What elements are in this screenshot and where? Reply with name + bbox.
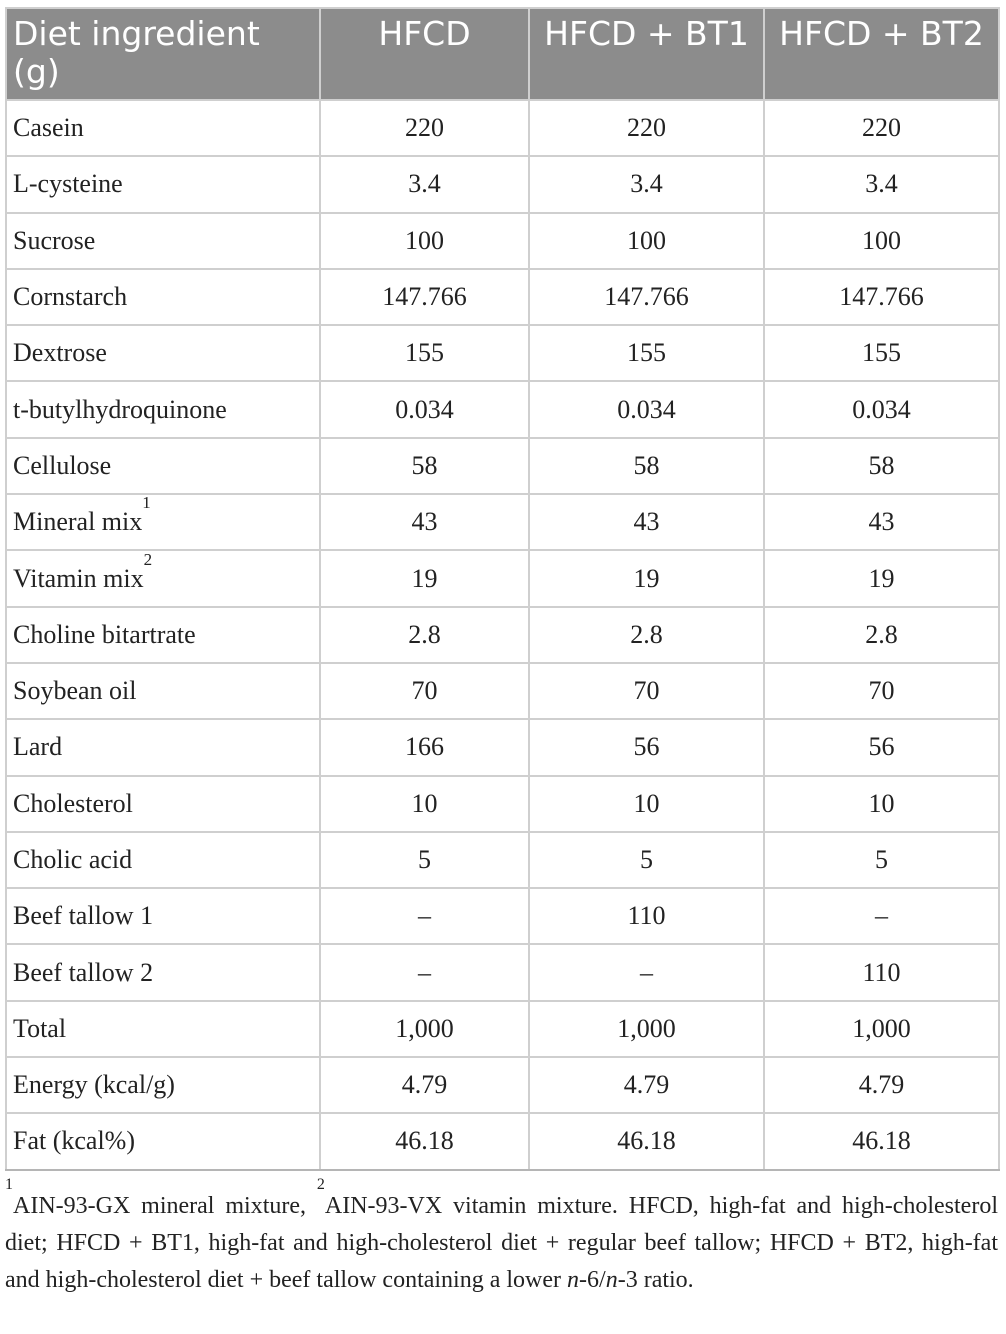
value-cell: 110 [764,944,999,1000]
ingredient-name: Casein [13,113,84,143]
ingredient-name: Lard [13,732,63,762]
value-cell: 46.18 [320,1113,529,1169]
value-cell: – [529,944,764,1000]
value-cell: 70 [529,663,764,719]
value-cell: 70 [320,663,529,719]
row-label-cell [6,381,320,437]
table-row [6,607,999,663]
footnote-text-3: -6/ [579,1267,606,1293]
value-cell: 220 [764,100,999,156]
header-hfcd: HFCD [320,8,529,100]
value-cell: 56 [529,719,764,775]
ingredient-name: Beef tallow 1 [13,901,154,931]
value-cell: 147.766 [764,269,999,325]
row-label-cell [6,269,320,325]
value-cell: 10 [764,776,999,832]
table-row [6,550,999,606]
ingredient-name: Vitamin mix [13,563,144,593]
value-cell: 43 [320,494,529,550]
row-label-cell [6,1057,320,1113]
table-row [6,888,999,944]
row-label-cell [6,888,320,944]
footnote-ref-1: 1 [5,1176,13,1193]
table-row [6,269,999,325]
footnote-marker: 2 [143,549,153,569]
table-row [6,1057,999,1113]
value-cell: 147.766 [320,269,529,325]
footnote-italic-n-1: n [567,1267,580,1293]
ingredient-name: Cornstarch [13,282,128,312]
ingredient-name: t-butylhydroquinone [13,394,227,424]
table-row [6,494,999,550]
value-cell: 100 [764,213,999,269]
ingredient-name: Mineral mix [13,507,143,537]
value-cell: 10 [529,776,764,832]
footnote-ref-2: 2 [316,1176,325,1193]
row-label-cell [6,550,320,606]
value-cell: 5 [320,832,529,888]
value-cell: 1,000 [529,1001,764,1057]
ingredient-name: Energy (kcal/g) [13,1070,175,1100]
value-cell: – [764,888,999,944]
value-cell: 19 [320,550,529,606]
value-cell: 70 [764,663,999,719]
value-cell: 4.79 [764,1057,999,1113]
row-label-cell [6,156,320,212]
value-cell: 58 [320,438,529,494]
value-cell: 166 [320,719,529,775]
value-cell: 3.4 [529,156,764,212]
value-cell: 0.034 [764,381,999,437]
table-row [6,325,999,381]
ingredient-name: Cellulose [13,450,112,480]
value-cell: 2.8 [529,607,764,663]
footnote-marker: 1 [142,493,151,513]
value-cell: 100 [320,213,529,269]
row-label-cell [6,1113,320,1169]
table-row [6,663,999,719]
value-cell: 10 [320,776,529,832]
diet-composition-table-container [5,7,998,1171]
row-label-cell [6,944,320,1000]
table-footnote [5,1176,998,1299]
row-label-cell [6,663,320,719]
value-cell: 2.8 [764,607,999,663]
ingredient-name: Cholesterol [13,788,133,818]
table-row [6,381,999,437]
ingredient-name: Dextrose [13,338,107,368]
table-row [6,776,999,832]
value-cell: 19 [764,550,999,606]
row-label-cell [6,494,320,550]
value-cell: 46.18 [764,1113,999,1169]
value-cell: 43 [764,494,999,550]
table-header [6,8,999,100]
table-row [6,156,999,212]
ingredient-name: Choline bitartrate [13,619,196,649]
value-cell: 110 [529,888,764,944]
ingredient-name: L-cysteine [13,169,123,199]
table-row [6,213,999,269]
footnote-italic-n-2: n [605,1267,618,1293]
value-cell: 1,000 [764,1001,999,1057]
value-cell: 220 [529,100,764,156]
value-cell: 155 [320,325,529,381]
ingredient-name: Total [13,1013,67,1043]
row-label-cell [6,719,320,775]
value-cell: 58 [529,438,764,494]
ingredient-name: Cholic acid [13,845,133,874]
value-cell: 155 [764,325,999,381]
value-cell: 5 [764,832,999,888]
row-label-cell [6,438,320,494]
ingredient-name: Sucrose [13,225,96,255]
table-row [6,832,999,888]
value-cell: 56 [764,719,999,775]
value-cell: – [320,944,529,1000]
value-cell: 147.766 [529,269,764,325]
header-hfcd-bt1: HFCD + BT1 [529,8,764,100]
header-ingredient: Diet ingredient (g) [6,8,320,100]
row-label-cell [6,1001,320,1057]
header-row [6,8,999,100]
value-cell: 3.4 [320,156,529,212]
ingredient-name: Soybean oil [13,676,137,706]
row-label-cell [6,100,320,156]
value-cell: 46.18 [529,1113,764,1169]
table-row [6,719,999,775]
value-cell: 5 [529,832,764,888]
value-cell: 43 [529,494,764,550]
table-row [6,944,999,1000]
row-label-cell [6,607,320,663]
row-label-cell [6,776,320,832]
diet-composition-table [5,7,1000,1171]
value-cell: 155 [529,325,764,381]
value-cell: 58 [764,438,999,494]
footnote-text-4: -3 ratio. [617,1267,694,1293]
table-row [6,100,999,156]
value-cell: 19 [529,550,764,606]
value-cell: – [320,888,529,944]
row-label-cell [6,832,320,888]
table-row [6,1113,999,1169]
footnote-text-2: AIN-93-VX vitamin mixture. HFCD, high-fat and high-cholesterol diet; HFCD + BT1, high-fat and high-cholesterol diet + regular beef tallow; HFCD + BT2, high-fat and high-cholesterol diet + beef tallow containing a lower [5,1193,998,1293]
value-cell: 0.034 [529,381,764,437]
table-row [6,438,999,494]
value-cell: 3.4 [764,156,999,212]
table-row [6,1001,999,1057]
row-label-cell [6,325,320,381]
value-cell: 4.79 [320,1057,529,1113]
value-cell: 100 [529,213,764,269]
table-body [6,100,999,1170]
row-label-cell [6,213,320,269]
header-hfcd-bt2: HFCD + BT2 [764,8,999,100]
value-cell: 4.79 [529,1057,764,1113]
value-cell: 220 [320,100,529,156]
footnote-text-1: AIN-93-GX mineral mixture, [13,1193,317,1219]
value-cell: 2.8 [320,607,529,663]
ingredient-name: Beef tallow 2 [13,957,154,987]
ingredient-name: Fat (kcal%) [13,1126,136,1156]
value-cell: 1,000 [320,1001,529,1057]
value-cell: 0.034 [320,381,529,437]
